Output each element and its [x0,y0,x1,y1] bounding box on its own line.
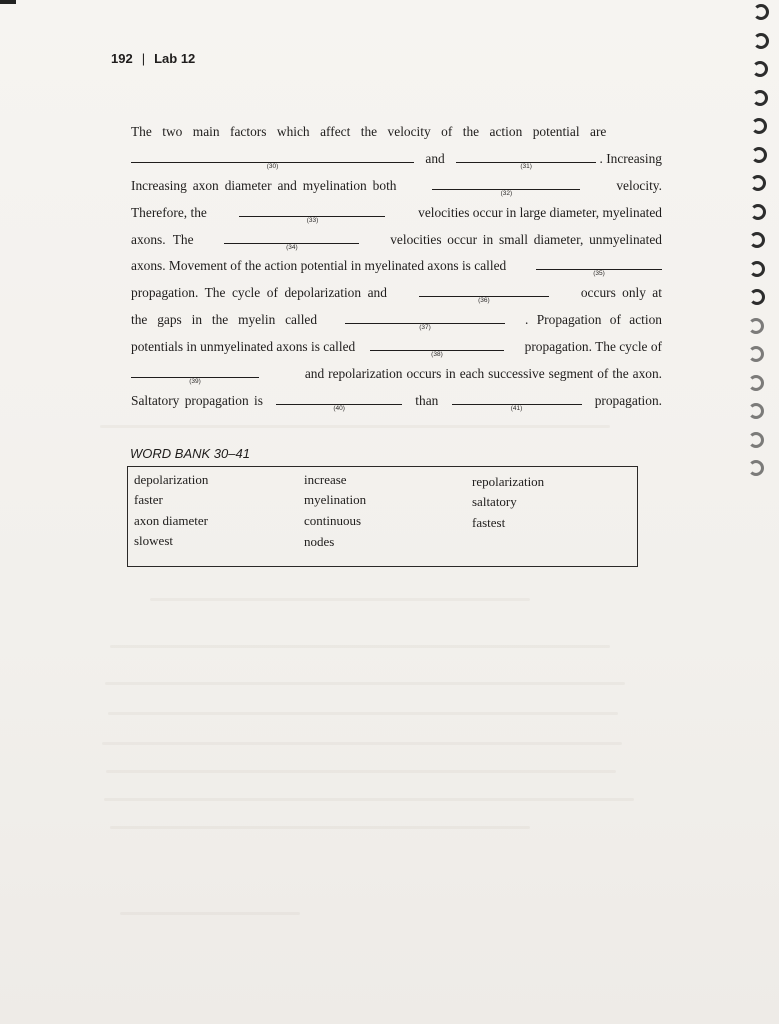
word-bank-item: fastest [472,515,506,530]
passage-text: . Increasing [599,151,662,166]
blank-31[interactable] [456,150,596,170]
blank-36[interactable] [419,284,549,304]
binding-ring [748,403,764,419]
passage-line-11 [131,391,662,411]
passage-text: Saltatory propagation is [131,393,263,408]
spiral-binding [749,0,779,1024]
blank-38[interactable] [370,338,504,358]
word-bank-item: nodes [304,534,335,549]
binding-ring [751,147,767,163]
binding-ring [748,460,764,476]
word-bank-title: WORD BANK 30–41 [130,446,250,461]
word-bank-item: repolarization [472,474,545,489]
passage-text: axons. The [131,232,194,247]
passage-text: than [415,393,439,408]
word-bank-item: axon diameter [134,513,208,528]
blank-number: (41) [510,405,523,412]
blank-number: (37) [419,324,431,331]
passage-text: occurs only at [580,285,662,300]
blank-number: (39) [189,378,201,385]
blank-33[interactable] [239,204,385,224]
binding-ring [750,204,766,220]
binding-ring [749,289,765,305]
blank-number: (38) [431,351,443,358]
passage-text: potentials in unmyelinated axons is called [131,339,356,354]
blank-number: (32) [500,190,513,197]
blank-30[interactable] [131,150,414,170]
passage-text: Increasing axon diameter and myelination both [131,178,397,193]
passage-text: velocities occur in small diameter, unmyelinated [390,232,662,247]
word-bank-item: increase [304,472,347,487]
passage-text: axons. Movement of the action potential in myelinated axons is called [131,258,507,273]
blank-34[interactable] [224,231,359,251]
binding-ring [752,90,768,106]
passage-line-9 [131,337,662,357]
binding-ring [748,432,764,448]
blank-number: (35) [593,270,605,277]
binding-ring [748,346,764,362]
blank-37[interactable] [345,311,505,331]
blank-35[interactable] [536,257,662,277]
blank-number: (33) [306,217,319,224]
passage-line-7 [131,283,662,303]
binding-ring [748,318,764,334]
blank-40[interactable] [276,392,402,412]
blank-32[interactable] [432,177,580,197]
word-bank-item: continuous [304,513,362,528]
blank-number: (30) [266,163,279,170]
corner-mark [0,0,16,4]
binding-ring [752,61,768,77]
passage-text: . Propagation of action [525,312,662,327]
binding-ring [749,232,765,248]
word-bank-item: myelination [304,492,367,507]
passage-text: velocities occur in large diameter, myelinated [418,205,662,220]
passage-text: velocity. [616,178,662,193]
passage-line-10 [131,364,662,384]
word-bank-item: saltatory [472,494,517,509]
passage-line-6 [131,256,662,276]
header-separator: | [141,51,146,66]
blank-number: (34) [286,244,298,251]
passage-line-2 [131,149,662,169]
lab-title: Lab 12 [154,51,196,66]
binding-ring [753,4,769,20]
passage-text: The two main factors which affect the velocity of the action potential are [131,124,607,139]
word-bank-item: depolarization [134,472,209,487]
passage-text: and [425,151,445,166]
blank-number: (36) [478,297,490,304]
passage-text: and repolarization occurs in each successive segment of the axon. [304,366,662,381]
blank-39[interactable] [131,365,259,385]
binding-ring [749,261,765,277]
binding-ring [753,33,769,49]
passage-line-8 [131,310,662,330]
passage-line-3 [131,176,662,196]
passage-line-4 [131,203,662,223]
word-bank-item: slowest [134,533,173,548]
binding-ring [751,118,767,134]
page-number: 192 [111,51,133,66]
passage-text: propagation. The cycle of [524,339,662,354]
passage-text: Therefore, the [131,205,207,220]
blank-41[interactable] [452,392,582,412]
passage-line-5 [131,230,662,250]
page-header [111,51,195,66]
passage-text: propagation. [594,393,662,408]
binding-ring [748,375,764,391]
passage-line-1 [131,122,662,142]
word-bank-item: faster [134,492,163,507]
blank-number: (31) [520,163,532,170]
passage-text: propagation. The cycle of depolarization and [131,285,387,300]
word-bank [127,466,638,567]
blank-number: (40) [333,405,345,412]
binding-ring [750,175,766,191]
passage-text: the gaps in the myelin called [131,312,318,327]
